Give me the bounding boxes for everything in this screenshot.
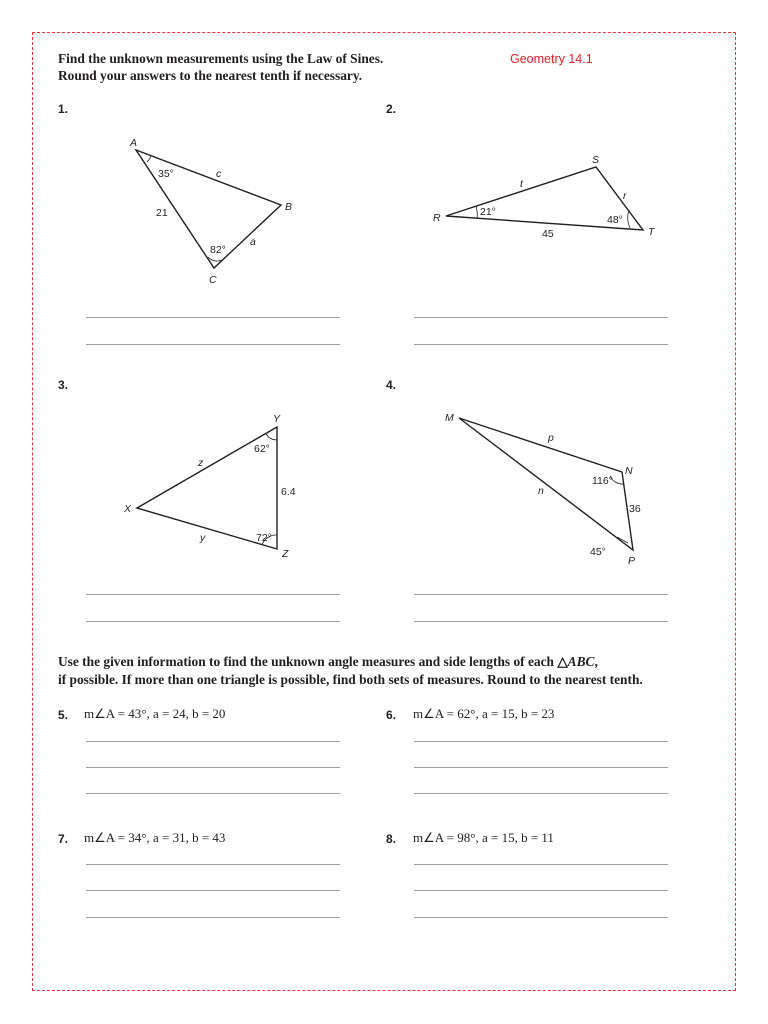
triangle-symbol: △ (557, 654, 568, 669)
answer-line[interactable] (414, 917, 668, 918)
answer-line[interactable] (414, 741, 668, 742)
vertex-label-b: B (285, 201, 293, 213)
problem-5-number: 5. (58, 708, 69, 722)
answer-line[interactable] (86, 890, 340, 891)
vertex-label-m: M (445, 412, 454, 424)
answer-line[interactable] (414, 890, 668, 891)
angle-y-label: 62° (254, 443, 270, 455)
vertex-label-t: T (648, 226, 655, 238)
vertex-label-r: R (433, 212, 441, 224)
angle-t-label: 48° (607, 214, 623, 226)
side-rt-label: 45 (542, 228, 554, 240)
answer-line[interactable] (414, 864, 668, 865)
triangle-name: ABC (567, 654, 595, 669)
problem-2-number: 2. (386, 102, 397, 116)
section-2-instruction-line-2: if possible. If more than one triangle is possible, find both sets of measures. Round to the nearest tenth. (58, 672, 643, 687)
answer-line[interactable] (86, 621, 340, 622)
vertex-label-z: Z (282, 548, 289, 560)
course-label: Geometry 14.1 (510, 52, 593, 66)
problem-5-given: m∠A = 43°, a = 24, b = 20 (84, 706, 226, 721)
answer-line[interactable] (414, 767, 668, 768)
answer-line[interactable] (414, 594, 668, 595)
problem-8-given: m∠A = 98°, a = 15, b = 11 (413, 830, 554, 845)
side-n-label: n (538, 485, 544, 497)
side-a-label: a (250, 236, 256, 248)
problem-4-number: 4. (386, 378, 397, 392)
angle-p-label: 45° (590, 546, 606, 558)
triangle-4 (445, 412, 641, 567)
angle-r-label: 21° (480, 206, 496, 218)
vertex-label-n: N (625, 465, 633, 477)
answer-line[interactable] (414, 317, 668, 318)
side-r-label: r (623, 190, 627, 202)
answer-line[interactable] (86, 317, 340, 318)
answer-line[interactable] (86, 344, 340, 345)
section-2-instruction-line-1: Use the given information to find the unknown angle measures and side lengths of each △ABC, (58, 654, 598, 669)
vertex-label-x: X (124, 503, 132, 515)
answer-line[interactable] (86, 741, 340, 742)
problem-3-number: 3. (58, 378, 69, 392)
answer-line[interactable] (414, 793, 668, 794)
side-np-label: 36 (629, 503, 641, 515)
vertex-label-y: Y (273, 413, 281, 425)
angle-z-label: 72° (256, 532, 272, 544)
side-z-label: z (198, 457, 204, 469)
problem-7-given: m∠A = 34°, a = 31, b = 43 (84, 830, 226, 845)
problem-6-number: 6. (386, 708, 397, 722)
triangle-2 (433, 154, 656, 240)
answer-line[interactable] (86, 793, 340, 794)
side-ac-label: 21 (156, 207, 168, 219)
side-c-label: c (216, 168, 222, 180)
vertex-label-p: P (628, 555, 636, 567)
angle-c-label: 82° (210, 244, 226, 256)
vertex-label-s: S (592, 154, 600, 166)
triangle-1 (129, 137, 292, 286)
side-p-label: p (548, 432, 554, 444)
triangle-3 (123, 413, 296, 560)
problem-8-number: 8. (386, 832, 397, 846)
answer-line[interactable] (86, 917, 340, 918)
answer-line[interactable] (86, 767, 340, 768)
instruction-line-2: Round your answers to the nearest tenth if necessary. (58, 68, 363, 83)
answer-line[interactable] (86, 864, 340, 865)
answer-line[interactable] (86, 594, 340, 595)
answer-line[interactable] (414, 344, 668, 345)
side-yz-label: 6.4 (281, 486, 296, 498)
vertex-label-a: A (130, 137, 138, 149)
vertex-label-c: C (209, 274, 217, 286)
answer-line[interactable] (414, 621, 668, 622)
side-y-label: y (200, 532, 206, 544)
angle-a-label: 35° (158, 168, 174, 180)
problem-1-number: 1. (58, 102, 69, 116)
problem-6-given: m∠A = 62°, a = 15, b = 23 (413, 706, 555, 721)
problem-7-number: 7. (58, 832, 69, 846)
instruction-line-1: Find the unknown measurements using the Law of Sines. (58, 51, 384, 66)
angle-n-label: 116° (592, 475, 613, 487)
side-t-label: t (520, 178, 523, 190)
